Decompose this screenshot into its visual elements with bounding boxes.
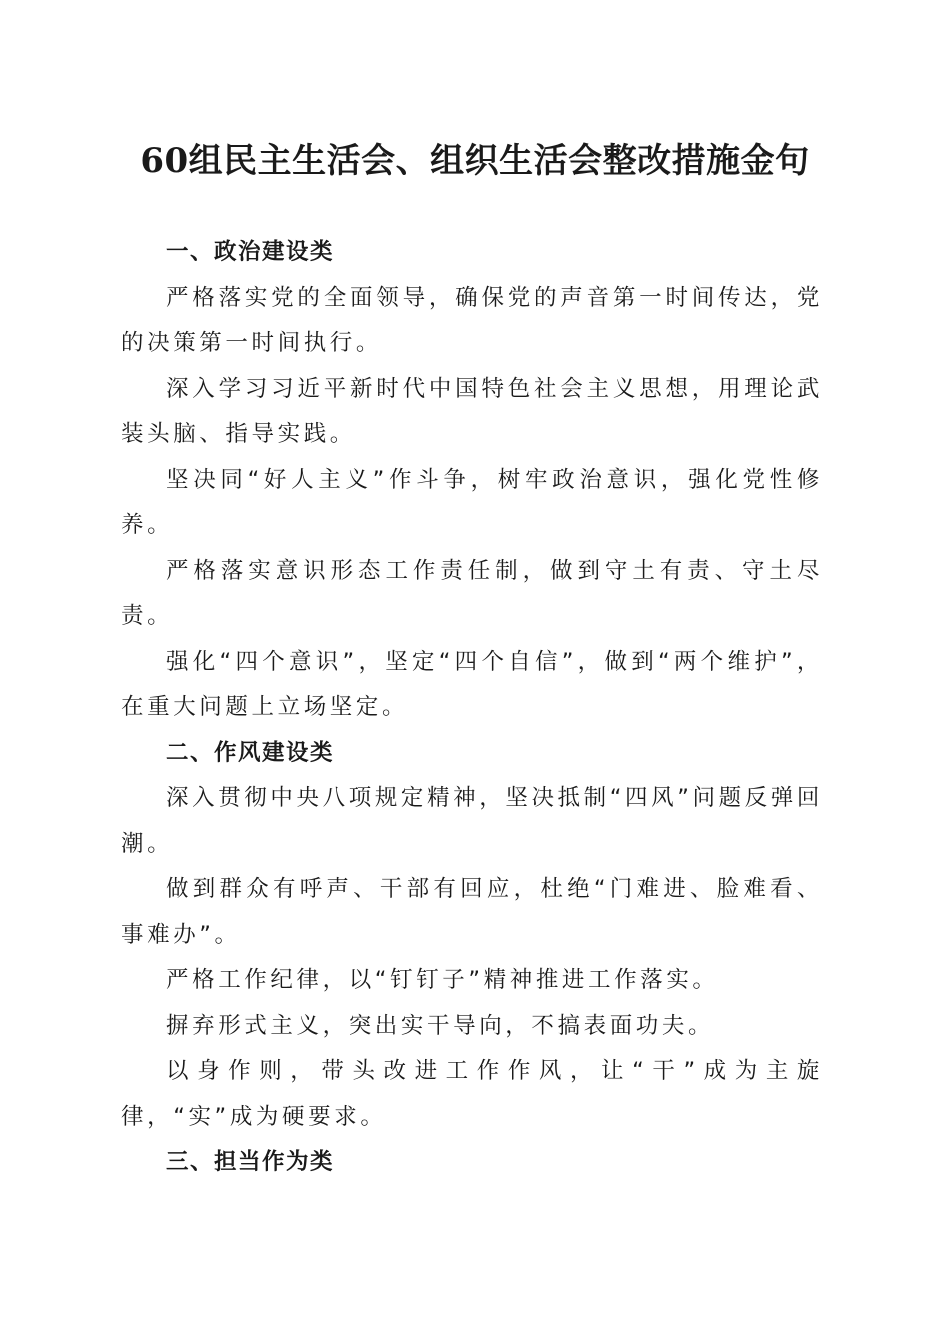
document-title: 60组民主生活会、组织生活会整改措施金句 [140,141,810,181]
paragraph: 严格工作纪律，以“钉钉子”精神推进工作落实。 [166,967,719,993]
paragraph: 坚决同“好人主义”作斗争，树牢政治意识，强化党性修养。 [121,466,823,538]
paragraph: 强化“四个意识”，坚定“四个自信”，做到“两个维护”，在重大问题上立场坚定。 [121,648,823,720]
section-heading-work-style: 二、作风建设类 [166,739,335,766]
paragraph: 做到群众有呼声、干部有回应，杜绝“门难进、脸难看、事难办”。 [121,876,823,948]
paragraph: 摒弃形式主义，突出实干导向，不搞表面功夫。 [166,1012,715,1039]
section-heading-responsibility: 三、担当作为类 [166,1149,335,1175]
paragraph: 严格落实党的全面领导，确保党的声音第一时间传达，党的决策第一时间执行。 [121,284,823,356]
paragraph: 深入学习习近平新时代中国特色社会主义思想，用理论武装头脑、指导实践。 [121,375,823,447]
paragraph: 严格落实意识形态工作责任制，做到守土有责、守土尽责。 [121,557,823,629]
paragraph: 深入贯彻中央八项规定精神，坚决抵制“四风”问题反弹回潮。 [121,785,823,857]
section-heading-political: 一、政治建设类 [166,239,335,265]
document-body [121,230,823,1186]
paragraph: 以身作则，带头改进工作作风，让“干”成为主旋律，“实”成为硬要求。 [121,1058,823,1130]
